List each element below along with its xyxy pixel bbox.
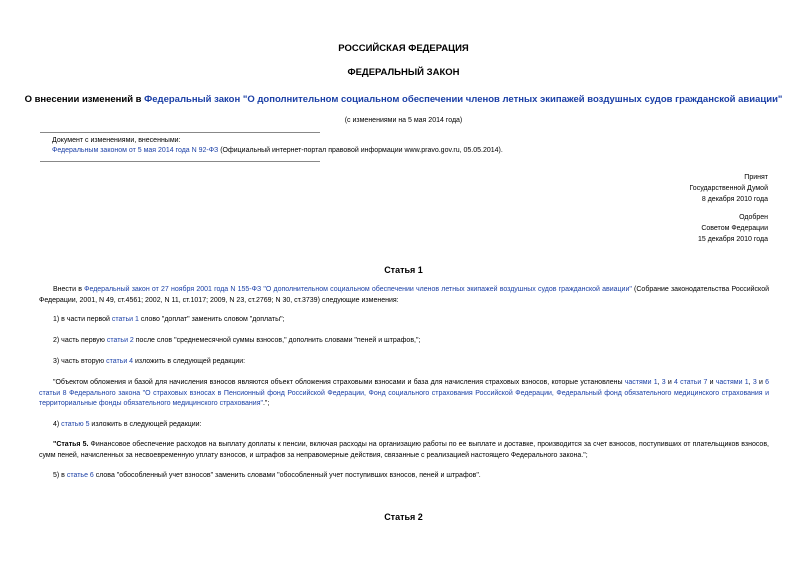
article2-heading: Статья 2 xyxy=(384,512,423,522)
amendment-law-link[interactable]: Федеральным законом от 5 мая 2014 года N 92-ФЗ xyxy=(52,147,219,154)
approval-body: Советом Федерации xyxy=(701,225,768,232)
edition-note: (с изменениями на 5 мая 2014 года) xyxy=(344,117,463,124)
article-2-link[interactable]: статьи 2 xyxy=(106,337,134,344)
amendment-source: (Официальный интернет-портал правовой информации www.pravo.gov.ru, 05.05.2014). xyxy=(218,147,503,154)
part-3-art-7-link[interactable]: 3 xyxy=(661,379,666,386)
approval-date: 15 декабря 2010 года xyxy=(697,236,768,243)
item3-rest: изложить в следующей редакции: xyxy=(133,358,246,365)
insurance-law-link[interactable]: 6 статьи 8 Федерального закона "О страховых взносах в Пенсионный фонд Российской Федерации, Фонд социального страхования Российской Федерации, Федеральный фонд обязательного медицинского страхования и территориальные фонды обязательного медицинского страхования" xyxy=(39,379,769,407)
title-law-link[interactable]: Федеральный закон "О дополнительном социальном обеспечении членов летных экипажей воздушных судов гражданской авиации" xyxy=(144,94,783,105)
doc-type-heading: ФЕДЕРАЛЬНЫЙ ЗАКОН xyxy=(347,67,460,78)
amendments-line xyxy=(52,147,503,154)
quote3-text: "Объектом обложения и базой для начисления взносов являются объект обложения страховыми взносами и база для начисления страховых взносов, которые установлены xyxy=(53,379,625,386)
item1-text: 1) в части первой xyxy=(53,316,112,323)
article-4-link[interactable]: статьи 4 xyxy=(106,358,134,365)
item-3 xyxy=(39,357,769,368)
adoption-block xyxy=(689,172,768,205)
article1-intro xyxy=(39,285,769,306)
title-prefix: О внесении изменений в xyxy=(24,94,145,105)
item-5 xyxy=(39,471,769,482)
country-heading: РОССИЙСКАЯ ФЕДЕРАЦИЯ xyxy=(338,43,469,54)
quote3-end: ."; xyxy=(262,400,270,407)
approval-block xyxy=(698,212,768,245)
item1-rest: слово "доплат" заменить словом "доплаты"; xyxy=(138,316,285,323)
quote4-text: Финансовое обеспечение расходов на выплату доплаты к пенсии, включая расходы на организацию работы по ее выплате и доставке, производится за счет взносов, поступивших от плательщиков взносов, сумм пеней, начисленных за несвоевременную уплату взносов, и штрафов за неправомерные действия, связанные с реализацией настоящего Федерального закона."; xyxy=(39,441,769,459)
item-4-quote xyxy=(39,440,769,461)
item-2 xyxy=(39,336,769,347)
quote4-heading: "Статья 5. xyxy=(53,441,89,448)
article1-heading: Статья 1 xyxy=(384,265,423,275)
item-1 xyxy=(39,315,769,326)
sep: , xyxy=(748,379,753,386)
sep: и xyxy=(707,379,716,386)
law-title xyxy=(0,94,807,105)
approval-label: Одобрен xyxy=(739,214,768,221)
base-law-link[interactable]: Федеральный закон от 27 ноября 2001 года N 155-ФЗ "О дополнительном социальном обеспечении членов летных экипажей воздушных судов гражданской авиации" xyxy=(84,286,632,293)
item5-text: 5) в xyxy=(53,472,67,479)
part-1-art-8-link[interactable]: частями 1 xyxy=(715,379,749,386)
item4-rest: изложить в следующей редакции: xyxy=(89,421,202,428)
part-4-art-7-link[interactable]: 4 статьи 7 xyxy=(674,379,708,386)
adoption-label: Принят xyxy=(744,174,768,181)
item3-text: 3) часть вторую xyxy=(53,358,107,365)
sep: , xyxy=(657,379,662,386)
amendments-intro: Документ с изменениями, внесенными: xyxy=(52,137,181,144)
part-3-art-8-link[interactable]: 3 xyxy=(752,379,757,386)
item5-rest: слова "обособленный учет взносов" заменить словами "обособленный учет поступивших взносов, пеней и штрафов". xyxy=(93,472,481,479)
top-divider xyxy=(40,132,320,133)
intro-text: Внести в xyxy=(53,286,85,293)
item4-text: 4) xyxy=(53,421,62,428)
item-3-quote xyxy=(39,378,769,410)
part-1-art-7-link[interactable]: частями 1 xyxy=(624,379,658,386)
sep: и xyxy=(756,379,766,386)
item2-text: 2) часть первую xyxy=(53,337,107,344)
article-1-link[interactable]: статьи 1 xyxy=(111,316,139,323)
item-4 xyxy=(39,420,769,431)
intro-source: (Собрание законодательства Российской Федерации, 2001, N 49, ст.4561; 2002, N 11, ст.1017; 2009, N 23, ст.2769; N 30, ст.3739) следующие изменения: xyxy=(39,286,769,304)
article-6-link[interactable]: статье 6 xyxy=(66,472,94,479)
item2-rest: после слов "среднемесячной суммы взносов," дополнить словами "пеней и штрафов,"; xyxy=(133,337,421,344)
bottom-divider xyxy=(40,161,320,162)
adoption-body: Государственной Думой xyxy=(689,185,768,192)
adoption-date: 8 декабря 2010 года xyxy=(701,196,768,203)
sep: и xyxy=(665,379,675,386)
article-5-link[interactable]: статью 5 xyxy=(61,421,90,428)
